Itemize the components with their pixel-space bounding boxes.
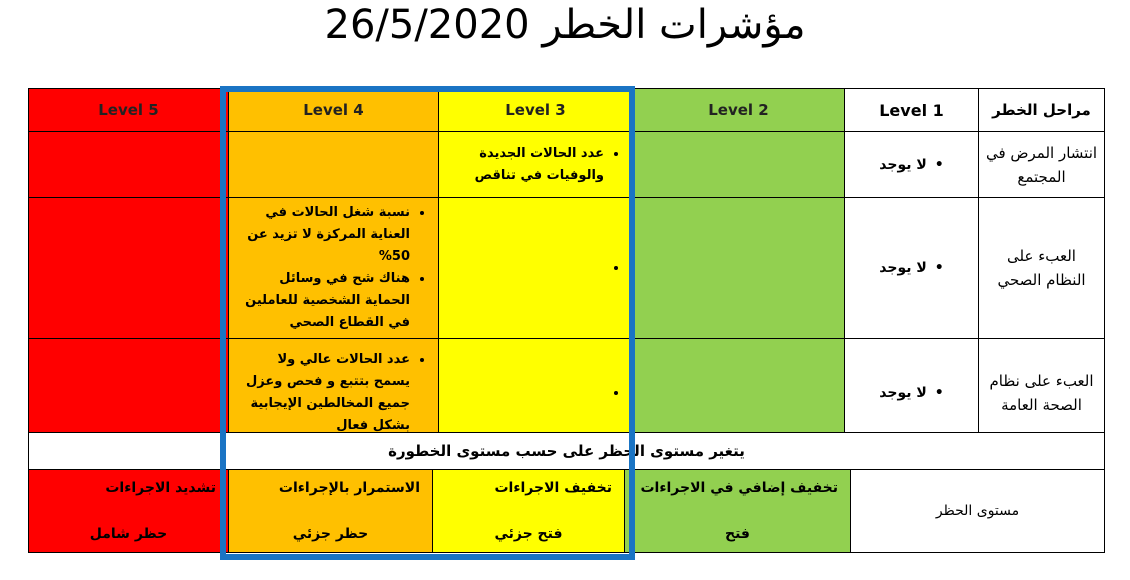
row1-level2-cell bbox=[633, 132, 845, 198]
action-level-2-measure: تخفيف إضافي في الاجراءات bbox=[640, 480, 838, 496]
header-level-2: Level 2 bbox=[633, 89, 845, 132]
row2-level5-cell bbox=[29, 198, 229, 339]
row3-level3-cell bbox=[439, 339, 633, 447]
row1-level4-cell bbox=[229, 132, 439, 198]
row2-level4-item-2: • هناك شح في وسائل الحماية الشخصية للعاملين في القطاع الصحي bbox=[243, 268, 410, 334]
lockdown-level-label: مستوى الحظر bbox=[851, 470, 1105, 553]
action-level-3 bbox=[433, 470, 625, 553]
row2-level4-cell bbox=[229, 198, 439, 339]
table-row bbox=[29, 339, 1105, 447]
row2-level2-cell bbox=[633, 198, 845, 339]
row1-level1-text: لا يوجد bbox=[879, 156, 927, 173]
row2-level1-cell: •لا يوجد bbox=[845, 198, 979, 339]
action-level-4-measure: الاستمرار بالإجراءات bbox=[278, 480, 420, 496]
header-level-4: Level 4 bbox=[229, 89, 439, 132]
action-level-3-measure: تخفيف الاجراءات bbox=[494, 480, 612, 496]
action-level-5 bbox=[29, 470, 229, 553]
row3-level4-item: • عدد الحالات عالي ولا يسمح بتتبع و فحص وعزل جميع المخالطين الإيجابية بشكل فعال bbox=[243, 349, 410, 437]
header-level-1: Level 1 bbox=[845, 89, 979, 132]
lockdown-banner: يتغير مستوى الحظر على حسب مستوى الخطورة bbox=[29, 433, 1105, 470]
row3-level4-cell bbox=[229, 339, 439, 447]
header-level-3: Level 3 bbox=[439, 89, 633, 132]
action-level-3-status: فتح جزئي bbox=[494, 526, 563, 542]
row3-level5-cell bbox=[29, 339, 229, 447]
action-level-5-status: حظر شامل bbox=[89, 526, 168, 542]
table-row bbox=[29, 132, 1105, 198]
row1-level3-item: • عدد الحالات الجديدة والوفيات في تناقص bbox=[453, 143, 604, 187]
risk-indicators-table bbox=[28, 88, 1105, 447]
action-level-4-status: حظر جزئي bbox=[292, 526, 369, 542]
row2-level4-item-1: • نسبة شغل الحالات في العناية المركزة لا تزيد عن 50% bbox=[243, 202, 410, 268]
action-level-5-measure: تشديد الاجراءات bbox=[105, 480, 216, 496]
action-level-2 bbox=[625, 470, 851, 553]
row3-level1-cell: •لا يوجد bbox=[845, 339, 979, 447]
table-row bbox=[29, 198, 1105, 339]
table-header-row bbox=[29, 89, 1105, 132]
row3-level1-text: لا يوجد bbox=[879, 384, 927, 401]
lockdown-level-table bbox=[28, 432, 1105, 553]
header-level-5: Level 5 bbox=[29, 89, 229, 132]
row2-stage-label: العبء على النظام الصحي bbox=[979, 198, 1105, 339]
action-level-4 bbox=[229, 470, 433, 553]
row3-level2-cell bbox=[633, 339, 845, 447]
row1-level5-cell bbox=[29, 132, 229, 198]
action-level-2-status: فتح bbox=[725, 526, 750, 542]
header-stages: مراحل الخطر bbox=[979, 89, 1105, 132]
row1-stage-label: انتشار المرض في المجتمع bbox=[979, 132, 1105, 198]
page-title: مؤشرات الخطر 26/5/2020 bbox=[324, 2, 806, 48]
row2-level3-cell bbox=[439, 198, 633, 339]
row3-stage-label: العبء على نظام الصحة العامة bbox=[979, 339, 1105, 447]
row1-level3-cell bbox=[439, 132, 633, 198]
row2-level1-text: لا يوجد bbox=[879, 260, 927, 276]
row1-level1-cell: •لا يوجد bbox=[845, 132, 979, 198]
